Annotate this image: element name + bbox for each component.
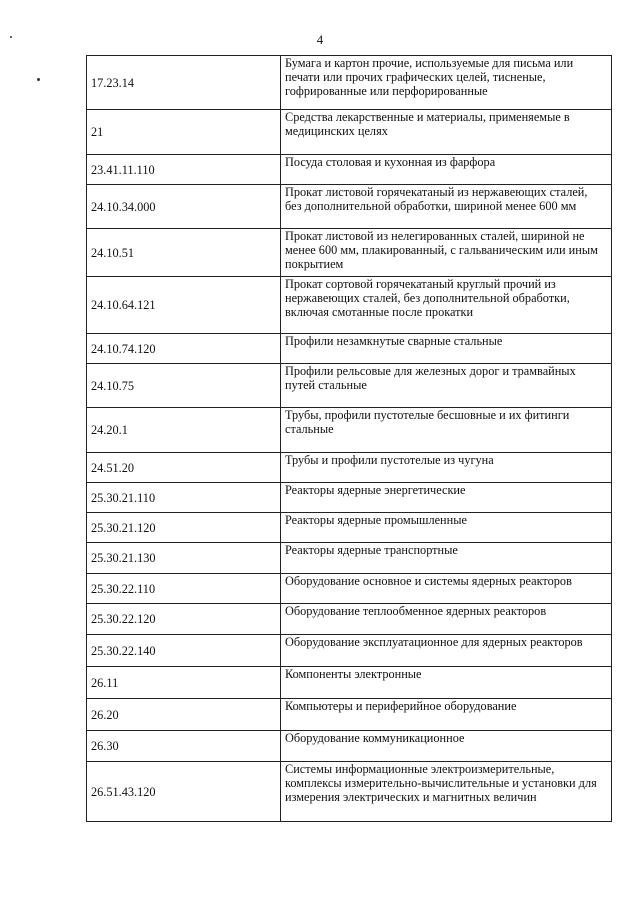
product-code: 25.30.21.120 bbox=[87, 513, 281, 543]
product-description: Оборудование эксплуатационное для ядерных реакторов bbox=[281, 635, 612, 667]
table-row bbox=[87, 334, 612, 364]
product-code: 24.10.51 bbox=[87, 229, 281, 277]
product-description: Реакторы ядерные промышленные bbox=[281, 513, 612, 543]
table-row bbox=[87, 56, 612, 110]
table-row bbox=[87, 543, 612, 574]
product-code: 24.20.1 bbox=[87, 408, 281, 453]
product-code: 23.41.11.110 bbox=[87, 155, 281, 185]
table-row bbox=[87, 699, 612, 731]
product-code: 24.10.75 bbox=[87, 364, 281, 408]
product-description: Системы информационные электроизмерительные, комплексы измерительно-вычислительные и установки для измерения электрических и магнитных величин bbox=[281, 762, 612, 822]
product-code: 24.10.74.120 bbox=[87, 334, 281, 364]
product-code: 26.30 bbox=[87, 731, 281, 762]
product-code: 25.30.22.140 bbox=[87, 635, 281, 667]
product-code-table bbox=[86, 55, 612, 822]
table-row bbox=[87, 483, 612, 513]
product-code: 24.10.64.121 bbox=[87, 277, 281, 334]
product-description: Профили рельсовые для железных дорог и трамвайных путей стальные bbox=[281, 364, 612, 408]
table-row bbox=[87, 762, 612, 822]
product-description: Трубы, профили пустотелые бесшовные и их фитинги стальные bbox=[281, 408, 612, 453]
table-row bbox=[87, 453, 612, 483]
product-code: 24.51.20 bbox=[87, 453, 281, 483]
table-row bbox=[87, 277, 612, 334]
product-description: Оборудование теплообменное ядерных реакторов bbox=[281, 604, 612, 635]
table-row bbox=[87, 185, 612, 229]
table-row bbox=[87, 229, 612, 277]
product-code: 25.30.21.110 bbox=[87, 483, 281, 513]
scan-speck bbox=[37, 78, 40, 81]
product-code: 26.20 bbox=[87, 699, 281, 731]
product-description: Оборудование основное и системы ядерных реакторов bbox=[281, 574, 612, 604]
product-code: 25.30.21.130 bbox=[87, 543, 281, 574]
product-code: 25.30.22.120 bbox=[87, 604, 281, 635]
table-row bbox=[87, 364, 612, 408]
table-row bbox=[87, 731, 612, 762]
table-row bbox=[87, 604, 612, 635]
table-row bbox=[87, 155, 612, 185]
table-row bbox=[87, 667, 612, 699]
product-description: Прокат сортовой горячекатаный круглый прочий из нержавеющих сталей, без дополнительной обработки, включая смотанные после прокатки bbox=[281, 277, 612, 334]
product-description: Прокат листовой горячекатаный из нержавеющих сталей, без дополнительной обработки, шириной менее 600 мм bbox=[281, 185, 612, 229]
product-code: 24.10.34.000 bbox=[87, 185, 281, 229]
product-description: Профили незамкнутые сварные стальные bbox=[281, 334, 612, 364]
product-description: Посуда столовая и кухонная из фарфора bbox=[281, 155, 612, 185]
product-code: 25.30.22.110 bbox=[87, 574, 281, 604]
product-code: 17.23.14 bbox=[87, 56, 281, 110]
table-row bbox=[87, 110, 612, 155]
product-description: Компьютеры и периферийное оборудование bbox=[281, 699, 612, 731]
product-description: Средства лекарственные и материалы, применяемые в медицинских целях bbox=[281, 110, 612, 155]
product-description: Прокат листовой из нелегированных сталей, шириной не менее 600 мм, плакированный, с гальваническим или иным покрытием bbox=[281, 229, 612, 277]
table-row bbox=[87, 574, 612, 604]
page-number: 4 bbox=[316, 32, 324, 47]
product-description: Оборудование коммуникационное bbox=[281, 731, 612, 762]
product-code: 21 bbox=[87, 110, 281, 155]
product-description: Трубы и профили пустотелые из чугуна bbox=[281, 453, 612, 483]
table-row bbox=[87, 635, 612, 667]
product-code: 26.51.43.120 bbox=[87, 762, 281, 822]
product-description: Компоненты электронные bbox=[281, 667, 612, 699]
table-row bbox=[87, 408, 612, 453]
product-description: Реакторы ядерные транспортные bbox=[281, 543, 612, 574]
product-description: Бумага и картон прочие, используемые для письма или печати или прочих графических целей, тисненые, гофрированные или перфорированные bbox=[281, 56, 612, 110]
product-description: Реакторы ядерные энергетические bbox=[281, 483, 612, 513]
table-row bbox=[87, 513, 612, 543]
product-code: 26.11 bbox=[87, 667, 281, 699]
